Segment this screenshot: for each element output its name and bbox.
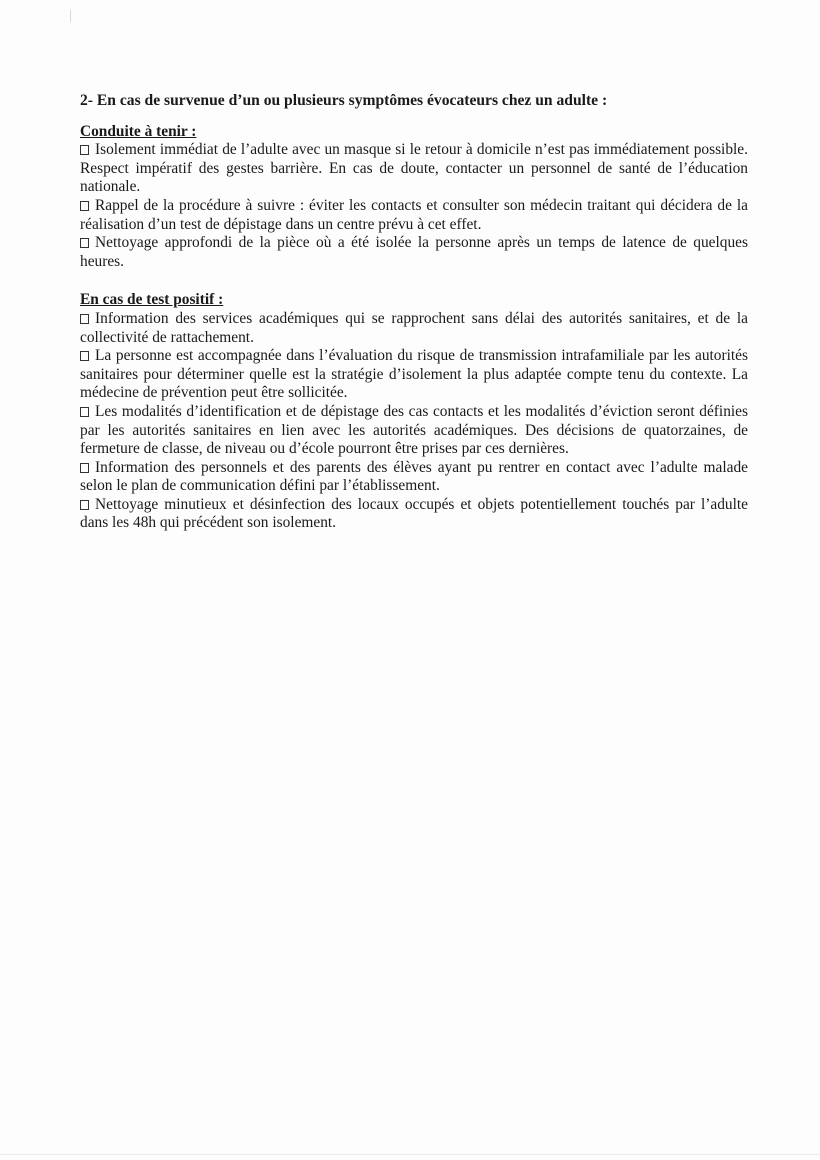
list-item — [80, 496, 748, 533]
list-item-text: Les modalités d’identification et de dépistage des cas contacts et les modalités d’éviction seront définies par les autorités sanitaires en lien avec les autorités académiques. Des décisions de quatorzaines, de fermeture de classe, de niveau ou d’école pourront être prises par ces dernières. — [80, 402, 748, 458]
section-title: En cas de test positif : — [80, 291, 224, 309]
list-item-text: Nettoyage approfondi de la pièce où a été isolée la personne après un temps de latence de quelques heures. — [80, 234, 748, 270]
list-item — [80, 234, 748, 271]
scan-artifact — [70, 10, 71, 22]
checkbox-icon — [80, 314, 89, 324]
checkbox-icon — [80, 500, 89, 510]
checkbox-icon — [80, 145, 89, 155]
list-item — [80, 310, 748, 347]
list-item-text: Nettoyage minutieux et désinfection des locaux occupés et objets potentiellement touchés par l’adulte dans les 48h qui précédent son isolement. — [80, 495, 748, 532]
section-test-positif — [80, 291, 748, 533]
page-edge-line — [0, 1154, 820, 1155]
list-item-text: Information des personnels et des parents des élèves ayant pu rentrer en contact avec l’adulte malade selon le plan de communication défini par l’établissement. — [80, 458, 748, 495]
list-item — [80, 141, 748, 197]
list-item-text: La personne est accompagnée dans l’évaluation du risque de transmission intrafamiliale par les autorités sanitaires pour déterminer quelle est la stratégie d’isolement la plus adaptée compte tenu du contexte. La médecine de prévention peut être sollicitée. — [80, 347, 748, 402]
section-conduite — [80, 123, 748, 272]
list-item — [80, 347, 748, 403]
checkbox-icon — [80, 238, 89, 248]
checkbox-icon — [80, 201, 89, 211]
list-item — [80, 197, 748, 234]
checkbox-icon — [80, 407, 89, 417]
document-body — [80, 92, 748, 553]
list-item — [80, 403, 748, 459]
list-item-text: Information des services académiques qui se rapprochent sans délai des autorités sanitaires, et de la collectivité de rattachement. — [80, 309, 748, 346]
list-item — [80, 459, 748, 496]
checkbox-icon — [80, 463, 89, 473]
list-item-text: Rappel de la procédure à suivre : éviter les contacts et consulter son médecin traitant qui décidera de la réalisation d’un test de dépistage dans un centre prévu à cet effet. — [80, 196, 748, 233]
document-heading: 2- En cas de survenue d’un ou plusieurs symptômes évocateurs chez un adulte : — [80, 92, 608, 109]
checkbox-icon — [80, 351, 89, 361]
list-item-text: Isolement immédiat de l’adulte avec un masque si le retour à domicile n’est pas immédiatement possible. Respect impératif des gestes barrière. En cas de doute, contacter un personnel de santé de l’éducation nationale. — [80, 141, 748, 196]
section-title: Conduite à tenir : — [80, 122, 197, 140]
